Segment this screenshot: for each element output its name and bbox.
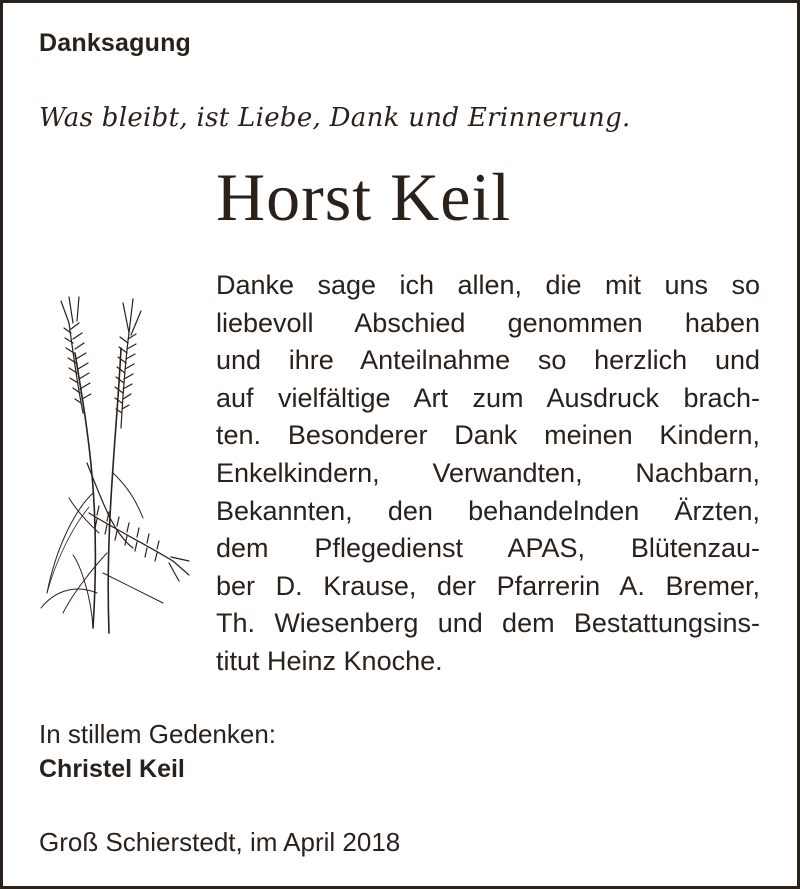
- text-line: Danke sage ich allen, die mit uns so: [216, 270, 760, 300]
- signer-name: Christel Keil: [39, 755, 185, 783]
- text-line: Th. Wiesenberg und dem Bestattungsins-: [216, 608, 760, 639]
- text-line: Enkelkindern, Verwandten, Nachbarn,: [216, 457, 760, 488]
- text-line: ber D. Krause, der Pfarrerin A. Bremer,: [216, 570, 760, 601]
- memorial-quote: Was bleibt, ist Liebe, Dank und Erinnerung.: [39, 103, 631, 133]
- text-line: ten. Besonderer Dank meinen Kindern,: [216, 420, 760, 451]
- text-line: dem Pflegedienst APAS, Blütenzau-: [216, 533, 760, 564]
- text-line: liebevoll Abschied genommen haben: [216, 307, 760, 338]
- closing-phrase: In stillem Gedenken:: [39, 719, 277, 749]
- acknowledgement-text: [216, 267, 760, 681]
- text-line: auf vielfältige Art zum Ausdruck brach-: [216, 382, 760, 413]
- text-line: Bekannten, den behandelnden Ärzten,: [216, 495, 760, 526]
- text-line: titut Heinz Knoche.: [216, 645, 443, 676]
- deceased-name: Horst Keil: [216, 159, 512, 235]
- notice-heading: Danksagung: [39, 29, 192, 57]
- text-line: und ihre Anteilnahme so herzlich und: [216, 345, 760, 376]
- place-and-date: Groß Schierstedt, im April 2018: [39, 827, 401, 857]
- wheat-ears-icon: [33, 293, 193, 638]
